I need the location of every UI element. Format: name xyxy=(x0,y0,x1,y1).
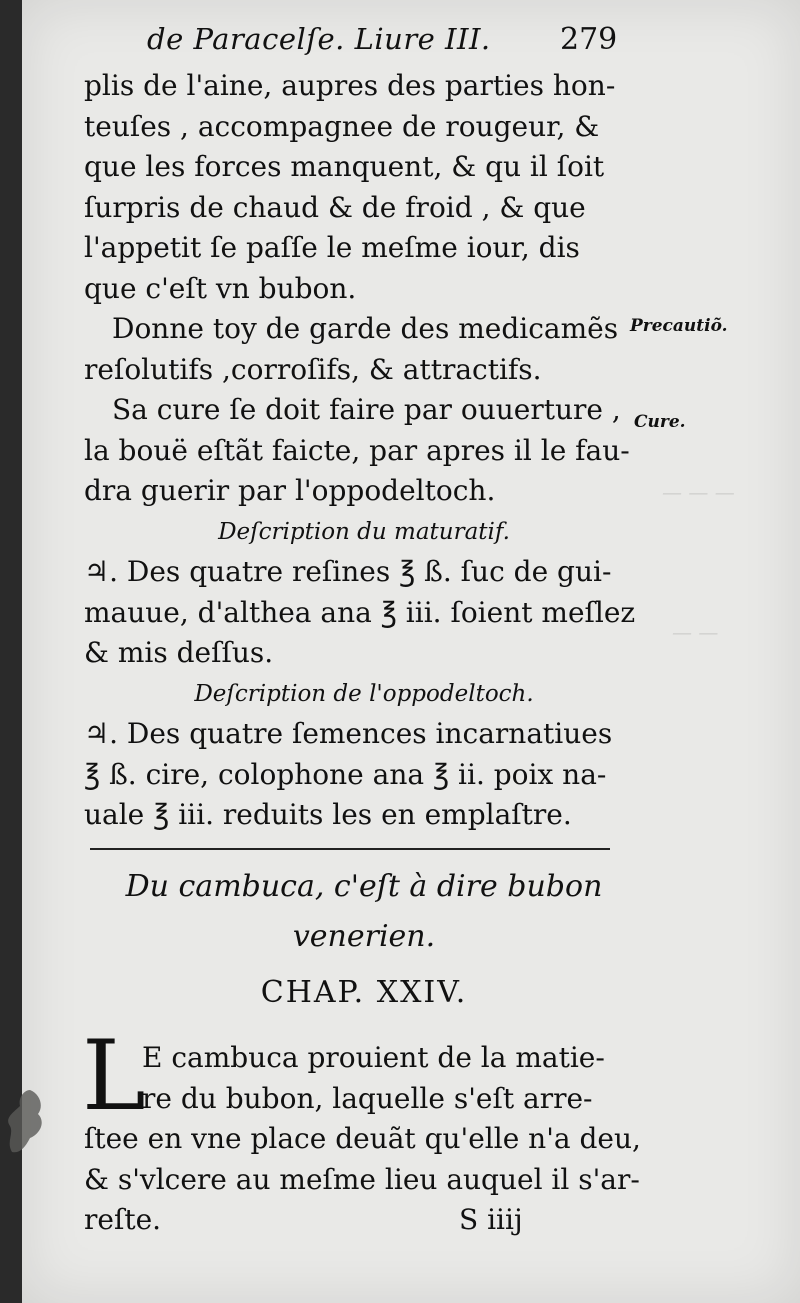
text-line: ſurpris de chaud & de froid , & que xyxy=(84,190,586,224)
text-line: teuſes , accompagnee de rougeur, & xyxy=(84,109,600,143)
text-line: Sa cure ſe doit faire par ouuerture , xyxy=(112,393,621,426)
text-line: la bouë eſtãt faicte, par apres il le fau- xyxy=(84,433,630,467)
text-line: & s'vlcere au meſme lieu auquel il s'ar- xyxy=(84,1162,640,1196)
text-line: que les forces manquent, & qu il ſoit xyxy=(84,150,605,183)
chapter-title-line: Du cambuca, c'eſt à dire bubon xyxy=(125,869,603,904)
text-line: ſtee en vne place deuãt qu'elle n'a deu, xyxy=(84,1122,641,1155)
book-page xyxy=(22,0,800,1303)
text-line: Donne toy de garde des medicamẽs xyxy=(112,312,619,345)
recipe-line: mauue, d'althea ana ℥ iii. ſoient meſlez xyxy=(84,595,636,629)
running-header: de Paracelſe. Liure III. xyxy=(147,22,491,56)
chapter-title xyxy=(84,862,644,962)
recipe-heading: Deſcription du maturatif. xyxy=(218,518,510,545)
bleed-through-texture: — — xyxy=(672,620,719,644)
ink-stain xyxy=(0,1082,60,1162)
chapter-title-line: venerien. xyxy=(292,919,436,954)
chapter-text-block xyxy=(84,1038,644,1241)
recipe-heading: Deſcription de l'oppodeltoch. xyxy=(194,680,534,707)
margin-note-precaution: Precautiõ. xyxy=(630,316,728,336)
text-line: re du bubon, laquelle s'eſt arre- xyxy=(142,1081,593,1115)
text-line: que c'eſt vn bubon. xyxy=(84,271,357,305)
recipe-line: ♃. Des quatre reſines ℥ ß. ſuc de gui- xyxy=(84,555,612,588)
text-line: dra guerir par l'oppodeltoch. xyxy=(84,474,496,507)
recipe-line: uale ℥ iii. reduits les en emplaſtre. xyxy=(84,798,572,831)
chapter-number: CHAP. XXIV. xyxy=(260,975,468,1010)
main-text-block xyxy=(84,66,644,836)
text-line: l'appetit ſe paſſe le meſme iour, dis xyxy=(84,231,580,264)
recipe-line: ♃. Des quatre ſemences incarnatiues xyxy=(84,717,613,750)
text-line: reſolutifs ,corroſifs, & attractifs. xyxy=(84,352,542,386)
section-divider xyxy=(90,848,610,850)
signature-mark: S iiij xyxy=(459,1203,523,1236)
bleed-through-texture: — — — xyxy=(662,480,735,504)
drop-cap: L xyxy=(82,1020,146,1132)
page-number: 279 xyxy=(560,22,618,57)
last-line xyxy=(84,1200,644,1241)
recipe-line: ℥ ß. cire, colophone ana ℥ ii. poix na- xyxy=(84,757,607,791)
text-line: E cambuca prouient de la matie- xyxy=(142,1041,605,1074)
text-line: plis de l'aine, aupres des parties hon- xyxy=(84,69,616,102)
margin-note-cure: Cure. xyxy=(634,412,686,432)
recipe-line: & mis deſſus. xyxy=(84,636,274,669)
text-line: reſte. xyxy=(84,1203,162,1236)
